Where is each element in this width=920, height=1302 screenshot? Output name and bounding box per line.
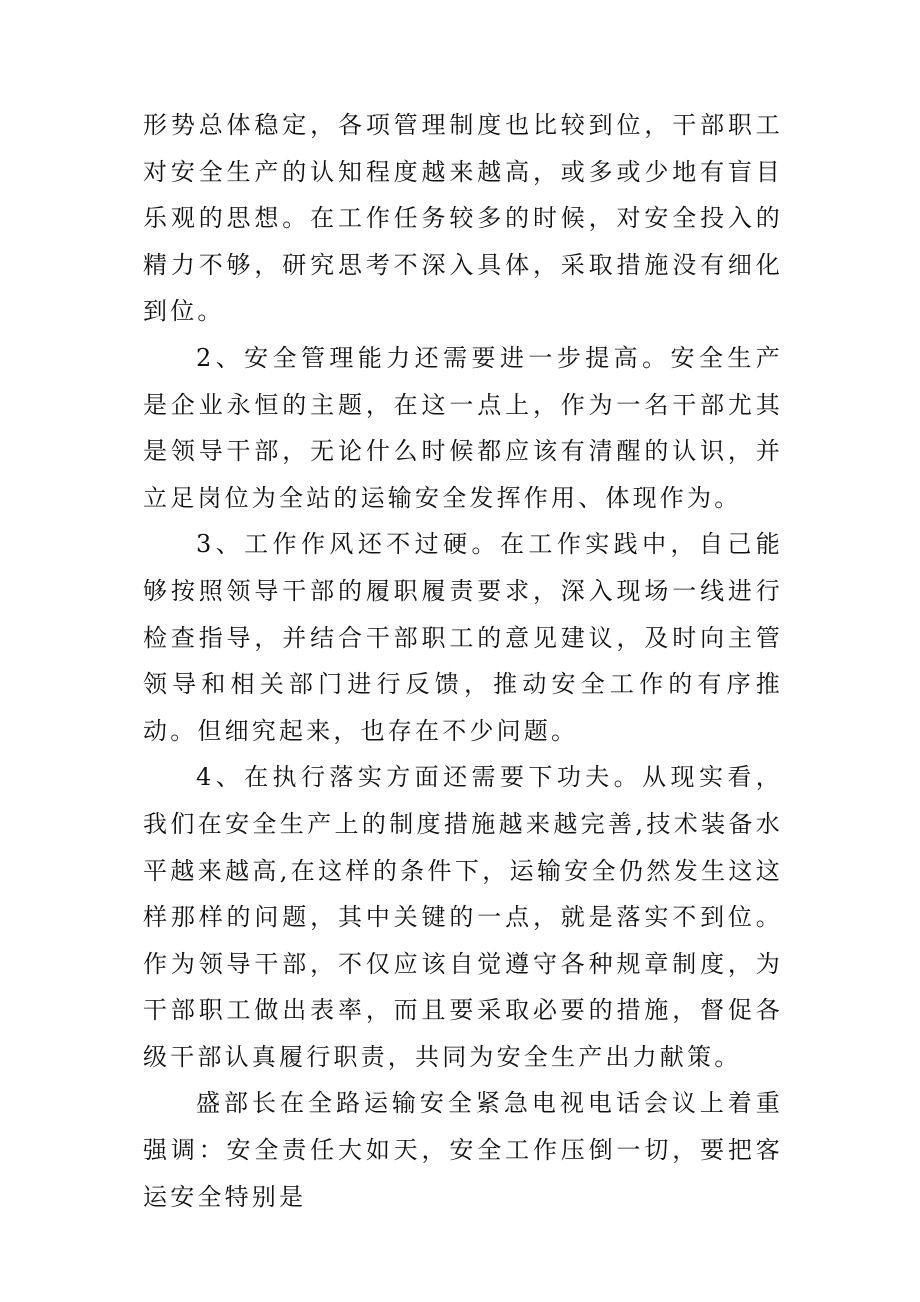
paragraph-continuation: 形势总体稳定，各项管理制度也比较到位，干部职工对安全生产的认知程度越来越高，或多或少地有盲目乐观的思想。在工作任务较多的时候，对安全投入的精力不够，研究思考不深入具体，采取措施没有细化到位。 — [143, 111, 783, 326]
paragraph-minister-quote: 盛部长在全路运输安全紧急电视电话会议上着重强调：安全责任大如天，安全工作压倒一切，要把客运安全特别是 — [143, 1089, 783, 1211]
paragraph-item-3: 3、工作作风还不过硬。在工作实践中，自己能够按照领导干部的履职履责要求，深入现场一线进行检查指导，并结合干部职工的意见建议，及时向主管领导和相关部门进行反馈，推动安全工作的有序推动。但细究起来，也存在不少问题。 — [143, 530, 783, 745]
paragraph-item-4: 4、在执行落实方面还需要下功夫。从现实看，我们在安全生产上的制度措施越来越完善,技术装备水平越来越高,在这样的条件下，运输安全仍然发生这这样那样的问题，其中关键的一点，就是落实不到位。作为领导干部，不仅应该自觉遵守各种规章制度，为干部职工做出表率，而且要采取必要的措施，督促各级干部认真履行职责，共同为安全生产出力献策。 — [143, 763, 783, 1071]
document-body — [143, 102, 783, 1220]
paragraph-item-2: 2、安全管理能力还需要进一步提高。安全生产是企业永恒的主题，在这一点上，作为一名干部尤其是领导干部，无论什么时候都应该有清醒的认识，并立足岗位为全站的运输安全发挥作用、体现作为。 — [143, 343, 783, 512]
